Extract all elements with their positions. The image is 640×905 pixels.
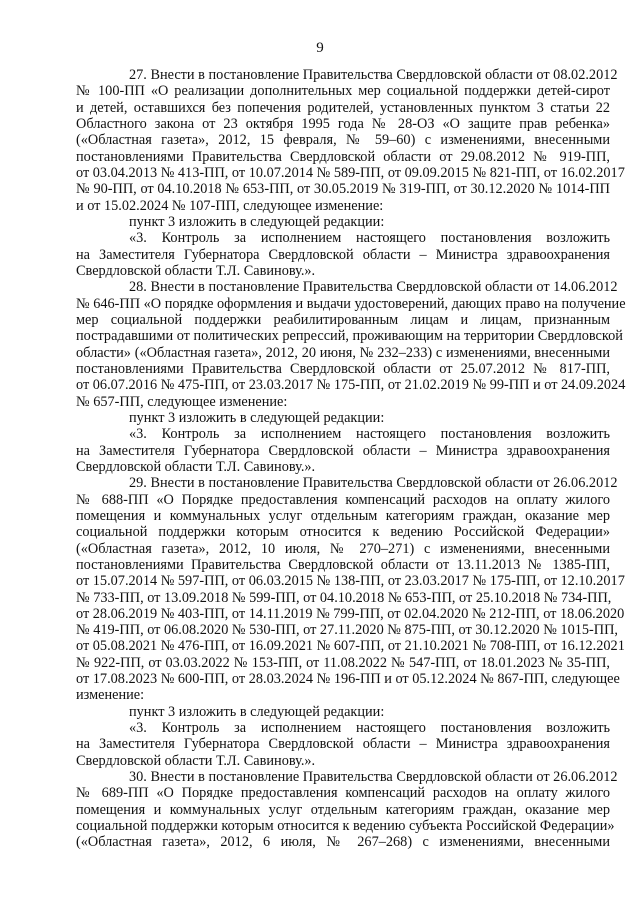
text-line: № 646-ПП «О порядке оформления и выдачи удостоверений, дающих право на получение bbox=[76, 295, 626, 312]
text-line: помещения и коммунальных услуг отдельным категориям граждан, оказание мер bbox=[76, 507, 610, 524]
text-line: № 90-ПП, от 04.10.2018 № 653-ПП, от 30.05.2019 № 319-ПП, от 30.12.2020 № 1014-ПП bbox=[76, 181, 610, 198]
text-line: социальной поддержки которым относится к ведению Российской Федерации» bbox=[76, 524, 610, 541]
paragraph bbox=[76, 67, 625, 214]
text-line: на Заместителя Губернатора Свердловской области – Министра здравоохранения bbox=[76, 736, 610, 753]
text-line: Областного закона от 23 октября 1995 года № 28-ОЗ «О защите прав ребенка» bbox=[76, 115, 610, 132]
text-line: от 03.04.2013 № 413-ПП, от 10.07.2014 № 589-ПП, от 09.09.2015 № 821-ПП, от 16.02.2017 bbox=[76, 164, 625, 181]
paragraph bbox=[76, 769, 618, 851]
paragraph bbox=[76, 410, 610, 426]
paragraph bbox=[76, 704, 610, 720]
text-line: № 733-ПП, от 13.09.2018 № 599-ПП, от 04.10.2018 № 653-ПП, от 25.10.2018 № 734-ПП, bbox=[76, 589, 612, 606]
page-number: 9 bbox=[316, 40, 324, 56]
text-line: Свердловской области Т.Л. Савинову.». bbox=[76, 262, 316, 279]
paragraph bbox=[76, 426, 610, 475]
text-line: от 06.07.2016 № 475-ПП, от 23.03.2017 № 175-ПП, от 21.02.2019 № 99-ПП и от 24.09.2024 bbox=[76, 377, 626, 394]
text-line: («Областная газета», 2012, 15 февраля, № 59–60) с изменениями, внесенными bbox=[76, 132, 610, 149]
text-line: Свердловской области Т.Л. Савинову.». bbox=[76, 752, 316, 769]
text-line: от 17.08.2023 № 600-ПП, от 28.03.2024 № 196-ПП и от 05.12.2024 № 867-ПП, следующее bbox=[76, 671, 620, 688]
text-line: Свердловской области Т.Л. Савинову.». bbox=[76, 458, 316, 475]
document-body bbox=[76, 67, 626, 851]
text-line: 30. Внести в постановление Правительства Свердловской области от 26.06.2012 bbox=[129, 769, 618, 786]
text-line: пункт 3 изложить в следующей редакции: bbox=[129, 213, 385, 230]
text-line: постановлениями Правительства Свердловской области от 25.07.2012 № 817-ПП, bbox=[76, 360, 610, 377]
text-line: от 28.06.2019 № 403-ПП, от 14.11.2019 № 799-ПП, от 02.04.2020 № 212-ПП, от 18.06.2020 bbox=[76, 605, 625, 622]
text-line: области» («Областная газета», 2012, 20 июня, № 232–233) с изменениями, внесенными bbox=[76, 344, 610, 361]
text-line: № 100-ПП «О реализации дополнительных мер социальной поддержки детей-сирот bbox=[76, 83, 610, 100]
text-line: «3. Контроль за исполнением настоящего постановления возложить bbox=[129, 230, 610, 247]
text-line: постановлениями Правительства Свердловской области от 29.08.2012 № 919-ПП, bbox=[76, 148, 610, 165]
text-line: № 688-ПП «О Порядке предоставления компенсаций расходов на оплату жилого bbox=[76, 491, 610, 508]
text-line: постановлениями Правительства Свердловской области от 13.11.2013 № 1385-ПП, bbox=[76, 556, 610, 573]
text-line: № 419-ПП, от 06.08.2020 № 530-ПП, от 27.11.2020 № 875-ПП, от 30.12.2020 № 1015-ПП, bbox=[76, 622, 618, 639]
text-line: («Областная газета», 2012, 10 июля, № 270–271) с изменениями, внесенными bbox=[76, 540, 610, 557]
paragraph bbox=[76, 230, 610, 279]
paragraph bbox=[76, 720, 610, 769]
text-line: социальной поддержки которым относится к ведению субъекта Российской Федерации» bbox=[76, 818, 615, 835]
text-line: пункт 3 изложить в следующей редакции: bbox=[129, 703, 385, 720]
paragraph bbox=[76, 214, 610, 230]
paragraph bbox=[76, 475, 625, 704]
paragraph bbox=[76, 279, 626, 410]
text-line: от 05.08.2021 № 476-ПП, от 16.09.2021 № 607-ПП, от 21.10.2021 № 708-ПП, от 16.12.2021 bbox=[76, 638, 625, 655]
text-line: («Областная газета», 2012, 6 июля, № 267–268) с изменениями, внесенными bbox=[76, 834, 610, 851]
text-line: и детей, оставшихся без попечения родителей, установленных пунктом 3 статьи 22 bbox=[76, 99, 610, 116]
text-line: 29. Внести в постановление Правительства Свердловской области от 26.06.2012 bbox=[129, 475, 618, 492]
text-line: 27. Внести в постановление Правительства Свердловской области от 08.02.2012 bbox=[129, 67, 618, 83]
text-line: мер социальной поддержки реабилитированным лицам и лицам, признанным bbox=[76, 311, 610, 328]
text-line: «3. Контроль за исполнением настоящего постановления возложить bbox=[129, 720, 610, 737]
text-line: на Заместителя Губернатора Свердловской области – Министра здравоохранения bbox=[76, 246, 610, 263]
text-line: от 15.07.2014 № 597-ПП, от 06.03.2015 № 138-ПП, от 23.03.2017 № 175-ПП, от 12.10.2017 bbox=[76, 573, 625, 590]
text-line: 28. Внести в постановление Правительства Свердловской области от 14.06.2012 bbox=[129, 279, 618, 296]
text-line: «3. Контроль за исполнением настоящего постановления возложить bbox=[129, 426, 610, 443]
text-line: № 922-ПП, от 03.03.2022 № 153-ПП, от 11.08.2022 № 547-ПП, от 18.01.2023 № 35-ПП, bbox=[76, 654, 610, 671]
text-line: изменение: bbox=[76, 687, 145, 704]
text-line: № 657-ПП, следующее изменение: bbox=[76, 393, 288, 410]
text-line: и от 15.02.2024 № 107-ПП, следующее изменение: bbox=[76, 197, 384, 214]
text-line: пункт 3 изложить в следующей редакции: bbox=[129, 409, 385, 426]
text-line: пострадавшими от политических репрессий, проживающим на территории Свердловской bbox=[76, 328, 623, 345]
text-line: на Заместителя Губернатора Свердловской области – Министра здравоохранения bbox=[76, 442, 610, 459]
text-line: № 689-ПП «О Порядке предоставления компенсаций расходов на оплату жилого bbox=[76, 785, 610, 802]
text-line: помещения и коммунальных услуг отдельным категориям граждан, оказание мер bbox=[76, 801, 610, 818]
